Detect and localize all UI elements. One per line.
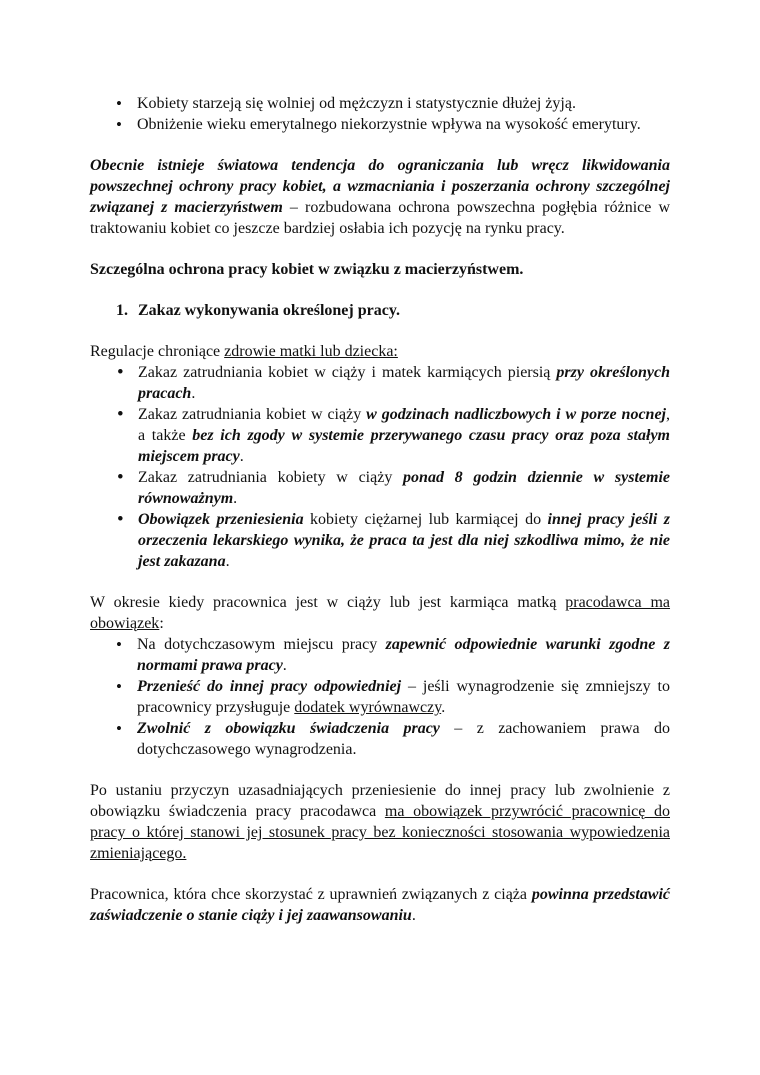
- list-item: • Przenieść do innej pracy odpowiedniej – jeśli wynagrodzenie się zmniejszy to pracownicy przysługuje dodatek wyrównawczy.: [90, 676, 670, 718]
- list-item: • Obniżenie wieku emerytalnego niekorzystnie wpływa na wysokość emerytury.: [90, 114, 670, 135]
- list-item: • Kobiety starzeją się wolniej od mężczyzn i statystycznie dłużej żyją.: [90, 93, 670, 114]
- list-item: • Zakaz zatrudniania kobiety w ciąży ponad 8 godzin dziennie w systemie równoważnym.: [90, 467, 670, 509]
- restoration-paragraph: Po ustaniu przyczyn uzasadniających przeniesienie do innej pracy lub zwolnienie z obowiązku świadczenia pracy pracodawca ma obowiązek przywrócić pracownicę do pracy o której stanowi jej stosunek pracy bez konieczności stosowania wypowiedzenia zmieniającego.: [90, 782, 670, 862]
- regulations-list: [90, 362, 670, 572]
- trend-paragraph: Obecnie istnieje światowa tendencja do ograniczania lub wręcz likwidowania powszechnej ochrony pracy kobiet, a wzmacniania i poszerzania ochrony szczególnej związanej z macierzyństwem – rozbudowana ochrona powszechna pogłębia różnice w traktowaniu kobiet co jeszcze bardziej osłabia ich pozycję na rynku pracy.: [90, 157, 670, 237]
- emphasis-text: Obecnie istnieje światowa tendencja do ograniczania lub wręcz likwidowania powszechnej ochrony pracy kobiet, a wzmacniania i poszerzania ochrony szczególnej związanej z macierzyństwem: [90, 157, 670, 216]
- regulations-intro: Regulacje chroniące zdrowie matki lub dziecka:: [90, 343, 398, 360]
- employer-duty-intro: W okresie kiedy pracownica jest w ciąży lub jest karmiąca matką pracodawca ma obowiązek:: [90, 594, 671, 632]
- employer-duty-list: [90, 634, 670, 760]
- list-item: • Zwolnić z obowiązku świadczenia pracy – z zachowaniem prawa do dotychczasowego wynagrodzenia.: [90, 718, 670, 760]
- numbered-heading: 1. Zakaz wykonywania określonej pracy.: [116, 302, 400, 319]
- list-item: • Obowiązek przeniesienia kobiety ciężarnej lub karmiącej do innej pracy jeśli z orzeczenia lekarskiego wynika, że praca ta jest dla niej szkodliwa mimo, że nie jest zakazana.: [90, 509, 670, 572]
- section-heading: Szczególna ochrona pracy kobiet w związku z macierzyństwem.: [90, 261, 524, 278]
- list-item: • Zakaz zatrudniania kobiet w ciąży i matek karmiących piersią przy określonych pracach.: [90, 362, 670, 404]
- intro-bullet-list: [90, 93, 670, 135]
- certificate-paragraph: Pracownica, która chce skorzystać z uprawnień związanych z ciąża powinna przedstawić zaświadczenie o stanie ciąży i jej zaawansowaniu.: [90, 886, 671, 924]
- document-content: [90, 93, 670, 926]
- list-item: • Zakaz zatrudniania kobiet w ciąży w godzinach nadliczbowych i w porze nocnej, a także bez ich zgody w systemie przerywanego czasu pracy oraz poza stałym miejscem pracy.: [90, 404, 670, 467]
- list-item: • Na dotychczasowym miejscu pracy zapewnić odpowiednie warunki zgodne z normami prawa pracy.: [90, 634, 670, 676]
